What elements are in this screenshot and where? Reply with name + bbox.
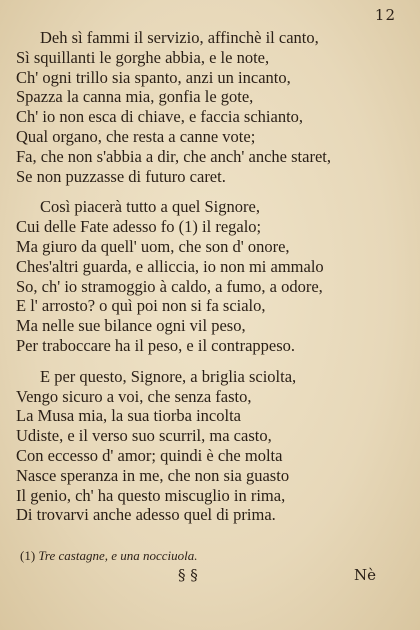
verse-line: Fa, che non s'abbia a dir, che anch' anche staret, bbox=[16, 146, 331, 166]
stanza-1 bbox=[16, 28, 402, 186]
footnote-text: Tre castagne, e una nocciuola. bbox=[38, 548, 198, 563]
stanza-2 bbox=[16, 197, 402, 355]
catchword: Nè bbox=[353, 566, 376, 584]
signature-mark: § § bbox=[178, 566, 198, 584]
verse-line: Ma giuro da quell' uom, che son d' onore, bbox=[16, 236, 290, 256]
verse-line: E l' arrosto? o quì poi non si fa scialo, bbox=[16, 296, 266, 316]
verse-line: Vengo sicuro a voi, che senza fasto, bbox=[16, 386, 252, 406]
poem-text bbox=[16, 28, 402, 536]
verse-line: Ma nelle sue bilance ogni vil peso, bbox=[16, 316, 246, 336]
verse-line: Così piacerà tutto a quel Signore, bbox=[40, 197, 260, 217]
verse-line: Sì squillanti le gorghe abbia, e le note, bbox=[16, 47, 270, 67]
verse-line: Per traboccare ha il peso, e il contrappeso. bbox=[16, 335, 296, 355]
verse-line: La Musa mia, la sua tiorba incolta bbox=[16, 406, 241, 426]
verse-line: Deh sì fammi il servizio, affinchè il canto, bbox=[40, 28, 319, 47]
verse-line: Qual organo, che resta a canne vote; bbox=[16, 126, 256, 146]
verse-line: Cui delle Fate adesso fo (1) il regalo; bbox=[16, 217, 262, 237]
verse-line: Di trovarvi anche adesso quel di prima. bbox=[16, 505, 276, 525]
verse-line: Ches'altri guarda, e alliccia, io non mi ammalo bbox=[16, 256, 324, 276]
verse-line: Ch' io non esca di chiave, e faccia schianto, bbox=[16, 107, 304, 127]
page-number: 12 bbox=[374, 6, 396, 24]
verse-line: Il genio, ch' ha questo miscuglio in rima, bbox=[16, 485, 286, 505]
stanza-3 bbox=[16, 367, 402, 525]
verse-line: Udiste, e il verso suo scurril, ma casto, bbox=[16, 426, 272, 446]
verse-line: Se non puzzasse di futuro caret. bbox=[16, 166, 226, 186]
footnote-marker: (1) bbox=[20, 548, 36, 563]
footnote bbox=[20, 548, 198, 564]
verse-line: Con eccesso d' amor; quindi è che molta bbox=[16, 445, 283, 465]
verse-line: Spazza la canna mia, gonfia le gote, bbox=[16, 87, 254, 107]
verse-line: So, ch' io stramoggio à caldo, a fumo, a odore, bbox=[16, 276, 323, 296]
verse-line: E per questo, Signore, a briglia sciolta, bbox=[40, 366, 297, 386]
verse-line: Nasce speranza in me, che non sia guasto bbox=[16, 465, 290, 485]
verse-line: Ch' ogni trillo sia spanto, anzi un incanto, bbox=[16, 67, 291, 87]
